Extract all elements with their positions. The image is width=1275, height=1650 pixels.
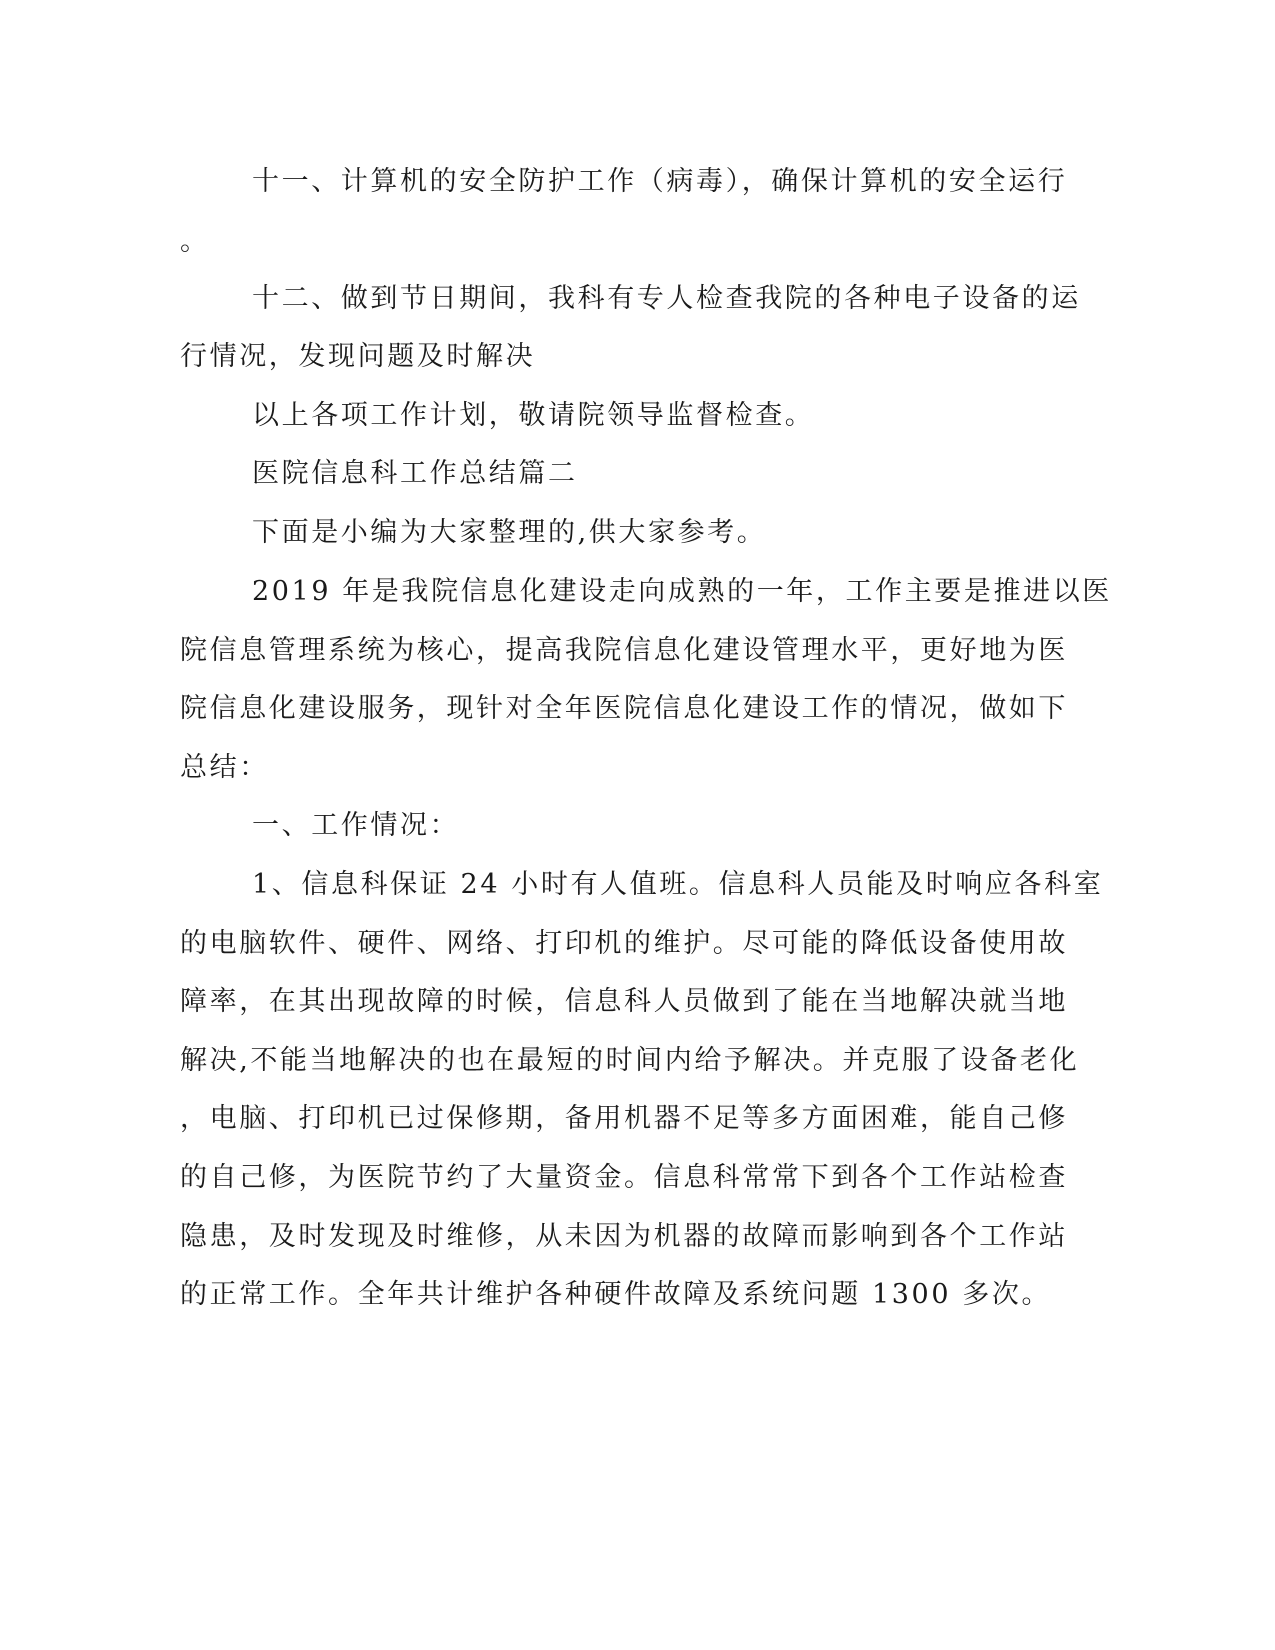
paragraph-line: ，电脑、打印机已过保修期，备用机器不足等多方面困难，能自己修 [180,1103,1068,1134]
paragraph-line: 的电脑软件、硬件、网络、打印机的维护。尽可能的降低设备使用故 [180,928,1068,959]
paragraph-line: 十一、计算机的安全防护工作（病毒），确保计算机的安全运行 [252,166,1068,197]
paragraph-line: 障率，在其出现故障的时候，信息科人员做到了能在当地解决就当地 [180,986,1068,1017]
paragraph-line: 院信息化建设服务，现针对全年医院信息化建设工作的情况，做如下 [180,693,1068,724]
paragraph-line: 十二、做到节日期间，我科有专人检查我院的各种电子设备的运 [252,283,1081,314]
paragraph-line: 解决,不能当地解决的也在最短的时间内给予解决。并克服了设备老化 [180,1045,1080,1076]
paragraph-line: 的正常工作。全年共计维护各种硬件故障及系统问题 1300 多次。 [180,1279,1052,1310]
paragraph-line: 1、信息科保证 24 小时有人值班。信息科人员能及时响应各科室 [252,869,1104,900]
paragraph-line: 院信息管理系统为核心，提高我院信息化建设管理水平，更好地为医 [180,635,1068,666]
paragraph-line: 隐患，及时发现及时维修，从未因为机器的故障而影响到各个工作站 [180,1221,1068,1252]
paragraph-line: 以上各项工作计划，敬请院领导监督检查。 [252,400,815,431]
paragraph-line: 2019 年是我院信息化建设走向成熟的一年，工作主要是推进以医 [252,576,1112,607]
section-heading: 医院信息科工作总结篇二 [252,458,578,489]
paragraph-line: 。 [180,226,210,257]
section-heading: 一、工作情况： [252,810,460,841]
paragraph-line: 的自己修，为医院节约了大量资金。信息科常常下到各个工作站检查 [180,1162,1068,1193]
paragraph-line: 下面是小编为大家整理的,供大家参考。 [252,517,767,548]
paragraph-line: 总结： [180,752,269,783]
paragraph-line: 行情况，发现问题及时解决 [180,341,536,372]
